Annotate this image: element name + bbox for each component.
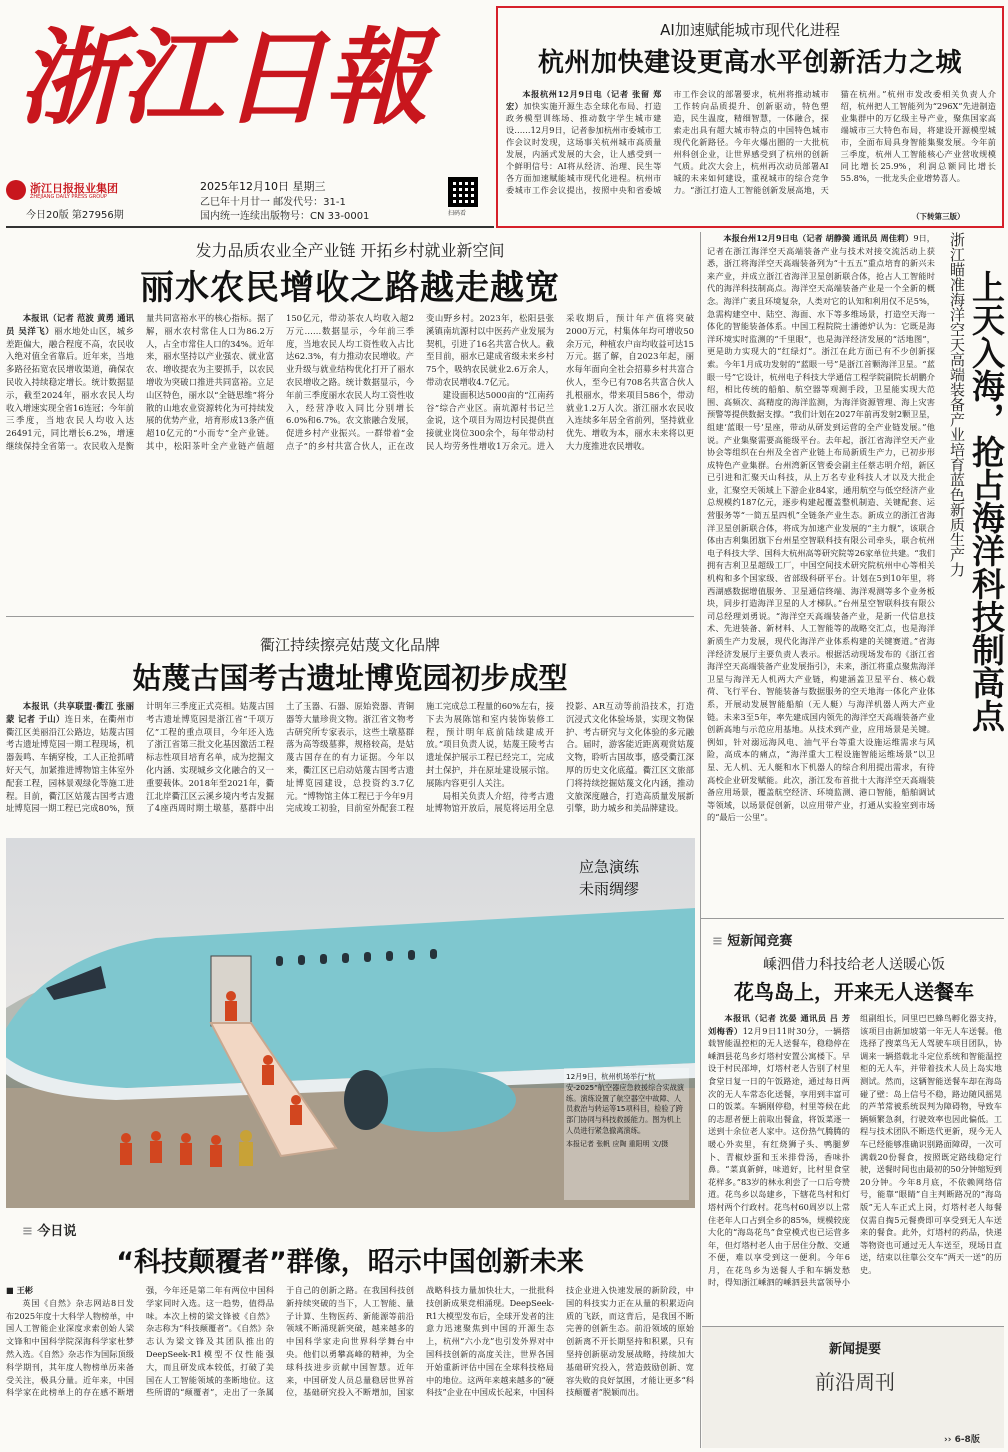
masthead-cn: 国内统一连续出版物号：CN 33-0001 [200,211,370,222]
ocean-byline: 本报台州12月9日电（记者 胡静漪 通讯员 周佳莉） [723,233,914,243]
today-text: 英国《自然》杂志网站8日发布2025年度十大科学人物榜单，中国人工智能企业深度求索创始人梁文锋和中国科学院深海科学家杜梦然入选。《自然》杂志作为国际顶级科学期刊，其年度人物榜单历来备受关注，极具分量。近年来，中国科学家在此榜单上的存在感不断增强，今年还是第二年有两位中国科学家同时入选。这一趋势，值得品味。本次上榜的梁文锋被《自然》杂志称为“科技颠覆者”。《自然》杂志认为梁文锋及其团队推出的DeepSeek-R1模型不仅性能强大，而且研发成本较低，打破了美国在人工智能领域的垄断地位。这些所谓的“颠覆者”，走出了一条属于自己的创新之路。在我国科技创新持续突破的当下，人工智能、量子计算、生物医药、新能源等前沿领域不断涌现新突破，越来越多的中国科学家走向世界科学舞台中央。他们以勇攀高峰的精神，为全球科技进步贡献中国智慧。近年来，中国研发人员总量稳居世界首位，基础研究投入不断增加，国家战略科技力量加快壮大，一批批科技创新成果竞相涌现。DeepSeek-R1大模型发布后，全球开发者的注意力迅速聚焦到中国的开源生态上，杭州“六小龙”也引发外界对中国科技创新的高度关注，世界各国开始重新评估中国在全球科技格局中的地位。这两年来越来越多的“硬科技”企业在中国成长起来，中国科技企业进入快速发展的新阶段，中国的科技实力正在从量的积累迈向质的飞跃，而这背后，是我国不断完善的创新生态。前沿领域的原始创新离不开长期坚持和积累，只有坚持创新驱动发展战略，持续加大基础研究投入，营造鼓励创新、宽容失败的良好氛围，才能让更多“科技颠覆者”脱颖而出。 [6,1285,694,1398]
ocean-headline[interactable]: 上天入海，抢占海洋科技制高点 [967,270,1006,732]
issue-info: 今日20版 第27956期 [26,210,124,221]
lishui-kicker: 发力品质农业全产业链 开拓乡村就业新空间 [195,241,505,260]
short-news-text: 12月9日11时30分，一辆搭载智能温控柜的无人送餐车，稳稳停在嵊泗县花鸟乡灯塔村安置公寓楼下。早设于村民邵坤，灯塔村老人告别了村里食堂日复一日的午饭路途，通过每日两次的无人车常态化送餐，享用到丰富可口的饭菜。车辆刚停稳，村里等候在此的志愿者便上前取出餐盒，将饭菜逐一送到十余位老人家中。这份热气腾腾的暖心外卖里，有红烧狮子头、鸭腿萝卜、青椒炒蛋和玉米排骨汤，香味扑鼻。“菜真新鲜，味道好，比村里食堂花样多。”83岁的林永利尝了一口后夸赞道。花鸟乡以岛建乡，下辖花鸟村和灯塔村两个行政村。花鸟村60周岁以上常住老年人口占到全乡的85%，规模较庞大化的“海岛花鸟”食堂模式也已运营多年，但灯塔村老人由于居住分散、交通不便，难以享受到这一便利。今年6月，在花鸟乡为送餐人手和车辆发愁时，得知浙江嵊泗的嵊泗县共富领导小组副组长，同里巴巴蜂鸟孵化器支持，该项目由新加坡第一年无人车送餐。他选择了搜菜鸟无人驾驶车项目团队，协调来一辆搭载北斗定位系统和智能温控柜的无人车，并带着技术人员上岛实地测试。然而，这辆智能送餐车却在海岛碰了壁：岛上信号不稳，路边随风摇晃的芦苇常被系统误判为障碍物，导致车辆频繁急刹，行驶效率也因此偏低。工程与技术团队不断迭代更新，现今无人车已经能够准确识别路面障碍，一次可满载20份餐食，按照既定路线稳定行驶，送餐时间也由最初的50分钟缩短到20分钟。今年8月底，不依赖网络信号，能靠“眼睛”自主判断路况的“海岛版”无人车正式上岗，灯塔村老人每餐仅需自掏5元餐费即可享受到无人车送来的餐食。此外，灯塔村的药品，快递等物资也可通过无人车送至，现场日直送，结束以往靠公交车“两天一送”的历史。 [708,1013,1002,1288]
masthead-date: 2025年12月10日 星期三 [200,180,326,193]
top-story-body [506,88,996,220]
press-group-logo [6,180,26,200]
aircraft-engine-intake [344,1070,388,1130]
ocean-body [707,232,935,902]
top-story-kicker: AI加速赋能城市现代化进程 [660,21,840,39]
photo-caption-box [564,1068,689,1200]
gumie-text: 连日来，在衢州市衢江区美丽沿江公路边，姑蔑古国考古遗址博览园一期工程现场，机器轰鸣、车辆穿梭，工人正抢抓晴好天气，加紧推进博物馆主体室外配套工程，园林景观绿化等施工进程。目前，衢江区姑蔑古国考古遗址博览园一期工程已完成80%，预计明年三季度正式亮相。姑蔑古国考古遗址博览园是浙江省“千项万亿”工程的重点项目，今年还入选了浙江省第三批文化基因激活工程标志性项目培育名单，成为挖掘文化内涵、实现城乡文化融合的又一重要载体。2018年至2021年，衢江北岸衢江区云溪乡境内考古发掘了4座西周时期土墩墓，墓群中出土了玉器、石器、原始瓷器、青铜器等大量珍贵文物。浙江省文物考古研究所专家表示，这些土墩墓群落为高等级墓葬，规格较高，是姑蔑古国存在的有力证据。今年以来，衢江区已启动姑蔑古国考古遗址博览园建设，总投资约3.7亿元。“博物馆主体工程已于今年9月完成竣工初验，目前室外配套工程施工完成总工程量的60%左右，接下去为展陈馆和室内装饰装修工程，预计明年底前陆续建成开放。”项目负责人说，姑蔑王陵考古遗址保护展示工程已经完工，完成封土保护，并在原址建设展示馆。展陈内容更引人关注。 [6,701,554,814]
gumie-headline[interactable]: 姑蔑古国考古遗址博览园初步成型 [132,661,568,695]
ocean-text: 9日，记者在浙江海洋空天高端装备产业与技术对接交流活动上获悉，浙江将海洋空天高端装备列为“十五五”重点培育的新兴未来产业，并成立浙江省海洋卫星创新联合体，抢占人工智能时代的海洋科技制高点。海洋空天高端装备产业是一个全新的概念。海洋广袤且环境复杂，人类对它的认知和利用仅不足5%，急需构建空中、陆空、海面、水下等多维场景，打造空天海一体化的智能装备体系。中国工程院院士潘德炉认为：它既是海洋环境实时监测的“千里眼”，也是海洋经济发展的“活地图”，更是助力实现大的“红绿灯”。浙江在此方面已有不少创新探索。今年1月成功发射的“蓝眼一号”是浙江首颗海洋卫星。“蓝眼一号”它设计，杭州电子科技大学通信工程学院副院长胡鹏介绍，相比传统的船舶、航空器等观测手段，卫星能实现大范围、高频次、高精度的海洋监测，为海洋资源管理、海上灾害预警等提供数据支撑。“我们计划在2027年前再发射2颗卫星，组建‘蓝眼一号’星座，带动从研发到运营的全产业链发展。”他说。产业集聚需要高能级平台。去年起，浙江省海洋空天产业协会等组织在台州及全省产业链上布局新质生产力，已初步形成特色产业集群。台州湾新区管委会副主任蔡志明介绍，新区已引进和汇聚天山科技，从上万名专业科技人才以及大批企业，汇聚空天领域上下游企业84家，通用航空与低空经济产业总规模约187亿元，逐步构建起覆盖整机制造、关键配套、运营服务等“一简五星四机”全链条产业生态。新成立的浙江省海洋卫星创新联合体，将成为加速产业发展的“主力舰”，该联合体由吉利集团旗下台州星空智联科技有限公司牵头，联合杭州电子科技大学、国科大杭州高等研究院等26家单位共建。“我们拥有吉利卫星超级工厂，中国空间技术研究院杭州中心等相关机构和多个国家级、省部级科研平台。计划在5到10年里，将西湖感数据增值服务、卫星通信终端、海洋观测等多个业务板块，同步打造海洋卫星的人才梯队。”台州星空智联科技有限公司总经理刘勇说。“海洋空天高端装备产业，是新一代信息技术、先进装备、新材料、人工智能等的战略交汇点，也是海洋新质生产力发展，现代化海洋产业体系构建的关键赛道。”省海洋经济发展厅主要负责人表示。根据活动现场发布的《浙江省海洋空天高端装备产业发展指引》，未来，浙江将重点聚焦海洋卫星与海洋无人机两大产业链，构建涵盖卫星平台、核心载荷、飞行平台、智能装备与数据服务的空天地海一体化产业体系，开展动发展智能船舶（无人艇）与海洋机器人两大产业链。未来3至5年，率先建成国内领先的海洋空天高端装备产业创新高地与示范应用基地。从技术到产业，应用场景是关键。例如，针对溺远海风电、油气平台等重大设施运维需求与风险，高成本的痛点，“海洋重大工程设施智能运维场景”以卫星、无人机、无人艇和水下机器人的综合利用提出需求，有待高校企业研发赋能。此次，浙江发布首批十大海洋空天高端装备应用场景，覆盖航空经济、环境监测、港口智能，船舶调试等领域，以场景促创新，以应用带产业，打通从实验室到市场的“最后一公里”。 [707,233,935,823]
lishui-text-end: 建设面积达5000亩的“江南药谷”综合产业区。南坑源村书记兰金说，这个项目为周边村民提供直接就业岗位300余个，每年带动村民人均劳务性增收1万余元。进入采收期后，预计年产值将突破2000万元，村集体年均可增收50余万元，种植农户亩均收益可达15万元。据了解，自2023年起，丽水每年面向全社会招募乡村共富合伙人，至今已有708名共富合伙人扎根丽水，带来项目586个，带动就业1.2万人次。浙江丽水农民收入连续多年居全省前列，坚持就业优先、增收为本，丽水未来将以更大力度推进农民增收。 [426,313,694,451]
today-body [6,1284,694,1448]
preview-pages-text: 6-8版 [954,1435,980,1445]
today-label [22,1220,76,1239]
preview-pages[interactable] [944,1432,980,1445]
today-label-text: 今日说 [37,1224,77,1239]
top-story-byline: 本报杭州12月9日电（记者 张留 郑宏） [506,89,662,111]
preview-label-text: 新闻提要 [828,1342,881,1357]
top-story-headline[interactable]: 杭州加快建设更高水平创新活力之城 [537,48,962,78]
short-news-body [708,1012,1002,1318]
gumie-kicker: 衢江持续擦亮姑蔑文化品牌 [259,636,440,654]
lishui-headline[interactable]: 丽水农民增收之路越走越宽 [140,268,560,308]
firefighter-figure [239,1130,253,1166]
today-headline[interactable]: “科技颠覆者”群像，昭示中国创新未来 [116,1247,584,1278]
short-news-label-text: 短新闻竞赛 [727,934,793,949]
lishui-body [6,312,694,608]
photo-caption: 12月9日，杭州机场举行“杭安-2025”航空器应急救援综合实战演练。演练设置了航空器空中故障、人员救治与转运等15项科目，检验了跨部门协同与科技救援能力。图为机上人员进行紧急撤离演练。 [566,1072,685,1135]
press-group-name: 浙江日报报业集团 [30,182,118,195]
top-story-text: 加快实施开源生态全球化布局、打造政务模型训练场、推动数字学生城市建设……12月9日，记者参加杭州市委城市工作会议时发现，这场事关杭州城市高质量发展，内涵式发展的大会，让人感受到一个鲜明信号：AI将从经济、治理、民生等各方面加速赋能城市现代化进程。杭州市委城市工作会议提出，按照中央和省委城市工作会议的部署要求，杭州将推动城市工作转向品质提升、创新驱动，特色塑造，民生温度，精细智慧，一体融合，探索走出具有超大城市特点的中国特色城市现代化新路径。今年火爆出圈的一大批杭州科创企业，让世界感受到了杭州的创新气质。此次大会上，杭州再次动员部署AI城的未来如何建设，重视城市的综合竞争力。“浙江打造人工智能创新发展高地，天猫在杭州。”杭州市发改委相关负责人介绍，杭州把人工智能列为“296X”先进制造业集群中的万亿级主导产业，聚焦国家高端城市三大特色布局，将建设开源模型城市，全面布局具身智能集聚发展。今年前三季度，杭州人工智能核心产业营收规模同比增长25.9%，利润总额同比增长55.8%，一批龙头企业增势喜人。 [506,89,996,195]
qr-code[interactable] [448,177,478,207]
news-photo[interactable] [6,838,695,1208]
masthead-lunar: 乙巳年十月廿一 邮发代号：31-1 [200,197,346,208]
preview-pages-arrow: ›› [944,1435,955,1445]
aircraft-fuselage [6,908,695,1088]
ocean-side-kicker: 浙江瞄准海洋空天高端装备产业培育蓝色新质生产力 [948,232,966,577]
short-news-mark: ≡ [712,934,728,949]
qr-caption: 扫码看 [448,210,467,217]
photo-caption-title: 应急演练 未雨绸缪 [579,858,640,898]
gumie-text-end: 局相关负责人介绍，待考古遗址博物馆开放后，展览将运用全息投影、AR互动等前沿技术，打造沉浸式文化体验场景，实现文物保护、考古研究与文化体验的多元融合。届时，游客能近距离观赏姑蔑文物，聆听古国故事，感受衢江深厚的历史文化底蕴。衢江区文旅部门将持续挖掘姑蔑文化内涵，推动文旅深度融合，打造高质量发展新引擎，助力城乡和美品牌建设。 [426,701,694,814]
top-story-continued: （下转第三版） [912,212,965,221]
short-news-label [712,930,792,949]
gumie-body [6,700,694,836]
today-byline: ■ 王彬 [6,1285,33,1295]
gumie-byline: 本报讯（共享联盟·衢江 张丽蒙 记者 于山） [6,701,134,724]
preview-label [800,1338,910,1357]
today-label-mark: ≡ [22,1224,38,1239]
short-news-byline: 本报讯（记者 沈晏 通讯员 吕 芳 刘梅香） [708,1013,850,1036]
lishui-text: 丽水地处山区，城乡差距偏大，融合程度不高，农民收入绝对值全省靠后。近年来，当地多路径拓宽农民增收渠道，确保农民收入持续稳定增长。统计数据显示，截至2024年，丽水农民人均收入增速实现全省16连冠；今年前三季度，当地农民人均收入达26491元，同比增长6.2%，增速继续保持全省第一。农民收入是衡量共同富裕水平的核心指标。据了解，丽水农村常住人口为86.2万人，占全市常住人口的34%。近年来，丽水坚持以产业强农、就业富农、增收提农为主要抓手，以农民增收为突破口推进共同富裕。立足山区特色，丽水以“全链思维”将分散的山地农业资源转化为可持续发展的优势产业，培育形成13条产值超10亿元的“小而专”全产业链。其中，松阳茶叶全产业链产值超150亿元，带动茶农人均收入超2万元……数据显示，今年前三季度，当地农民人均工资性收入占比达62.3%，有力推动农民增收。产业升级与就业结构优化打开了丽水农民增收之路。统计数据显示，今年前三季度丽水农民人均工资性收入，经营净收入同比分别增长6.0%和6.7%。农文旅融合发展，促进乡村产业振兴。一群带着“金点子”的乡村共富合伙人，正在改变山野乡村。2023年，松阳县张溪镇南坑源村以中医药产业发展为契机，引进了16名共富合伙人。截至目前，丽水已建成省级未来乡村75个，吸纳农民就业2.6万余人，带动农民增收4.7亿元。 [6,313,554,451]
press-group-name-en: ZHEJIANG DAILY PRESS GROUP [30,194,107,200]
short-news-kicker: 嵊泗借力科技给老人送暖心饭 [763,957,945,973]
lishui-byline: 本报讯（记者 范波 黄勇 通讯员 吴洋飞） [6,313,134,336]
photo-credit: 本报记者 张帆 应陶 重阳明 文/摄 [566,1139,669,1148]
masthead-title: 浙江日報 [18,16,427,139]
preview-title[interactable]: 前沿周刊 [815,1370,895,1394]
short-news-headline[interactable]: 花鸟岛上，开来无人送餐车 [734,980,974,1004]
